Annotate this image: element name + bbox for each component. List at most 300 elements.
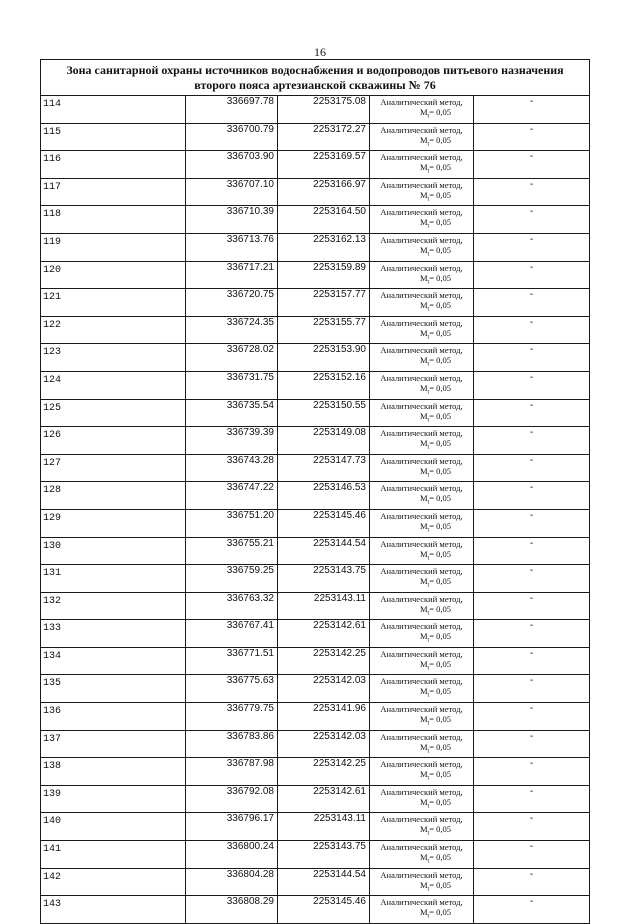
precision-value: = 0,05: [429, 162, 452, 173]
table-row: [41, 868, 590, 896]
method-text: Аналитический метод,: [380, 538, 463, 549]
table-row: [41, 454, 590, 482]
method-text: Аналитический метод,: [380, 483, 463, 494]
coordinate-x: 336743.28: [186, 454, 278, 482]
description-cell: -: [474, 344, 590, 372]
precision-prefix: M: [419, 134, 428, 145]
precision-value: = 0,05: [429, 769, 452, 780]
precision-sub: t: [427, 279, 430, 286]
precision-text: [370, 300, 473, 315]
precision-text: [370, 190, 473, 205]
method-text: Аналитический метод,: [380, 290, 463, 301]
table-row: [41, 537, 590, 565]
method-cell: [370, 785, 474, 813]
precision-sub: t: [427, 775, 430, 782]
coordinate-y: 2253155.77: [278, 316, 370, 344]
table-row: [41, 482, 590, 510]
coordinate-x: 336735.54: [186, 399, 278, 427]
point-number: 120: [41, 261, 186, 289]
precision-prefix: M: [419, 382, 428, 393]
method-cell: [370, 841, 474, 869]
precision-sub: t: [427, 886, 430, 893]
precision-sub: t: [427, 251, 430, 258]
coordinate-x: 336731.75: [186, 371, 278, 399]
precision-prefix: M: [419, 576, 428, 587]
coordinate-y: 2253146.53: [278, 482, 370, 510]
precision-sub: t: [427, 803, 430, 810]
point-number: 115: [41, 123, 186, 151]
method-cell: [370, 151, 474, 179]
page-number: 16: [314, 45, 326, 59]
method-text: Аналитический метод,: [380, 510, 463, 521]
coordinate-x: 336717.21: [186, 261, 278, 289]
precision-sub: t: [427, 665, 430, 672]
precision-sub: t: [427, 417, 430, 424]
precision-text: [370, 466, 473, 481]
coordinate-y: 2253143.11: [278, 813, 370, 841]
point-number: 119: [41, 233, 186, 261]
precision-text: [370, 273, 473, 288]
precision-text: [370, 880, 473, 895]
coordinate-y: 2253149.08: [278, 427, 370, 455]
method-cell: [370, 758, 474, 786]
coordinate-x: 336759.25: [186, 565, 278, 593]
table-row: [41, 730, 590, 758]
precision-sub: t: [427, 858, 430, 865]
point-number: 118: [41, 206, 186, 234]
coordinate-y: 2253143.75: [278, 841, 370, 869]
precision-prefix: M: [419, 189, 428, 200]
coordinate-x: 336697.78: [186, 96, 278, 124]
method-text: Аналитический метод,: [380, 731, 463, 742]
method-text: Аналитический метод,: [380, 704, 463, 715]
method-cell: [370, 868, 474, 896]
precision-sub: t: [427, 720, 430, 727]
coordinate-y: 2253142.03: [278, 675, 370, 703]
precision-prefix: M: [419, 272, 428, 283]
precision-prefix: M: [419, 410, 428, 421]
precision-text: [370, 631, 473, 646]
coordinate-y: 2253145.46: [278, 896, 370, 924]
precision-sub: t: [427, 527, 430, 534]
precision-value: = 0,05: [429, 107, 452, 117]
coordinate-x: 336779.75: [186, 703, 278, 731]
point-number: 139: [41, 785, 186, 813]
point-number: 132: [41, 592, 186, 620]
description-cell: -: [474, 537, 590, 565]
precision-text: [370, 659, 473, 674]
precision-value: = 0,05: [429, 300, 452, 311]
coordinate-y: 2253162.13: [278, 233, 370, 261]
point-number: 114: [41, 96, 186, 124]
table-row: [41, 289, 590, 317]
table-row: [41, 813, 590, 841]
description-cell: -: [474, 371, 590, 399]
method-text: Аналитический метод,: [380, 234, 463, 245]
method-text: Аналитический метод,: [380, 648, 463, 659]
precision-text: [370, 742, 473, 757]
precision-sub: t: [427, 362, 430, 369]
point-number: 127: [41, 454, 186, 482]
description-cell: -: [474, 399, 590, 427]
coordinate-x: 336707.10: [186, 178, 278, 206]
precision-prefix: M: [419, 907, 428, 918]
precision-text: [370, 383, 473, 398]
precision-sub: t: [427, 913, 430, 920]
precision-prefix: M: [419, 217, 428, 228]
method-text: Аналитический метод,: [380, 842, 463, 853]
precision-text: [370, 245, 473, 260]
coordinate-x: 336775.63: [186, 675, 278, 703]
precision-text: [370, 438, 473, 453]
table-row: [41, 178, 590, 206]
method-text: Аналитический метод,: [380, 676, 463, 687]
coordinate-y: 2253150.55: [278, 399, 370, 427]
precision-prefix: M: [419, 686, 428, 697]
description-cell: -: [474, 841, 590, 869]
precision-text: [370, 411, 473, 426]
coordinate-y: 2253142.61: [278, 785, 370, 813]
coordinate-y: 2253175.08: [278, 96, 370, 124]
table-row: [41, 371, 590, 399]
description-cell: -: [474, 233, 590, 261]
description-cell: -: [474, 592, 590, 620]
method-text: Аналитический метод,: [380, 566, 463, 577]
method-cell: [370, 896, 474, 924]
coordinate-y: 2253164.50: [278, 206, 370, 234]
coordinate-y: 2253166.97: [278, 178, 370, 206]
method-cell: [370, 289, 474, 317]
precision-prefix: M: [419, 244, 428, 255]
method-cell: [370, 620, 474, 648]
method-cell: [370, 730, 474, 758]
method-cell: [370, 123, 474, 151]
description-cell: -: [474, 427, 590, 455]
method-cell: [370, 427, 474, 455]
table-row: [41, 399, 590, 427]
table-row: [41, 344, 590, 372]
table-row: [41, 896, 590, 924]
precision-text: [370, 217, 473, 232]
coordinate-x: 336767.41: [186, 620, 278, 648]
method-cell: [370, 316, 474, 344]
precision-value: = 0,05: [429, 603, 452, 614]
coordinate-x: 336804.28: [186, 868, 278, 896]
precision-value: = 0,05: [429, 134, 452, 145]
coordinate-x: 336763.32: [186, 592, 278, 620]
method-text: Аналитический метод,: [380, 372, 463, 383]
method-text: Аналитический метод,: [380, 621, 463, 632]
precision-value: = 0,05: [429, 272, 452, 283]
coordinate-y: 2253141.96: [278, 703, 370, 731]
coordinate-y: 2253142.03: [278, 730, 370, 758]
coordinate-x: 336755.21: [186, 537, 278, 565]
table-row: [41, 427, 590, 455]
table-row: [41, 206, 590, 234]
method-text: Аналитический метод,: [380, 179, 463, 190]
method-text: Аналитический метод,: [380, 869, 463, 880]
coordinate-y: 2253147.73: [278, 454, 370, 482]
description-cell: -: [474, 565, 590, 593]
coordinate-x: 336771.51: [186, 647, 278, 675]
table-row: [41, 592, 590, 620]
precision-prefix: M: [419, 107, 428, 117]
coordinate-y: 2253169.57: [278, 151, 370, 179]
precision-value: = 0,05: [429, 852, 452, 863]
coordinate-x: 336808.29: [186, 896, 278, 924]
coordinate-y: 2253143.75: [278, 565, 370, 593]
point-number: 131: [41, 565, 186, 593]
description-cell: -: [474, 123, 590, 151]
precision-value: = 0,05: [429, 714, 452, 725]
description-cell: -: [474, 316, 590, 344]
method-text: Аналитический метод,: [380, 124, 463, 135]
precision-value: = 0,05: [429, 631, 452, 642]
precision-prefix: M: [419, 300, 428, 311]
description-cell: -: [474, 647, 590, 675]
precision-text: [370, 769, 473, 784]
point-number: 126: [41, 427, 186, 455]
point-number: 130: [41, 537, 186, 565]
precision-text: [370, 686, 473, 701]
method-cell: [370, 399, 474, 427]
method-text: Аналитический метод,: [380, 207, 463, 218]
coordinate-x: 336720.75: [186, 289, 278, 317]
coordinate-x: 336703.90: [186, 151, 278, 179]
coordinate-x: 336710.39: [186, 206, 278, 234]
table-row: [41, 316, 590, 344]
description-cell: -: [474, 813, 590, 841]
coordinate-x: 336713.76: [186, 233, 278, 261]
method-cell: [370, 509, 474, 537]
method-cell: [370, 371, 474, 399]
precision-value: = 0,05: [429, 907, 452, 918]
coordinate-x: 336787.98: [186, 758, 278, 786]
point-number: 128: [41, 482, 186, 510]
description-cell: -: [474, 482, 590, 510]
point-number: 124: [41, 371, 186, 399]
table-row: [41, 675, 590, 703]
method-text: Аналитический метод,: [380, 814, 463, 825]
table-row: [41, 703, 590, 731]
precision-value: = 0,05: [429, 217, 452, 228]
point-number: 142: [41, 868, 186, 896]
precision-value: = 0,05: [429, 355, 452, 366]
point-number: 133: [41, 620, 186, 648]
method-cell: [370, 813, 474, 841]
precision-value: = 0,05: [429, 824, 452, 835]
precision-value: = 0,05: [429, 741, 452, 752]
precision-sub: t: [427, 610, 430, 617]
coordinate-y: 2253142.25: [278, 758, 370, 786]
precision-text: [370, 797, 473, 812]
description-cell: -: [474, 896, 590, 924]
precision-sub: t: [427, 334, 430, 341]
description-cell: -: [474, 758, 590, 786]
precision-sub: t: [427, 637, 430, 644]
precision-prefix: M: [419, 520, 428, 531]
coordinate-x: 336783.86: [186, 730, 278, 758]
precision-prefix: M: [419, 438, 428, 449]
method-cell: [370, 647, 474, 675]
precision-sub: t: [427, 224, 430, 231]
method-text: Аналитический метод,: [380, 317, 463, 328]
point-number: 141: [41, 841, 186, 869]
precision-value: = 0,05: [429, 189, 452, 200]
coordinate-y: 2253157.77: [278, 289, 370, 317]
table-row: [41, 565, 590, 593]
precision-prefix: M: [419, 769, 428, 780]
precision-prefix: M: [419, 852, 428, 863]
precision-prefix: M: [419, 879, 428, 890]
description-cell: -: [474, 620, 590, 648]
precision-prefix: M: [419, 162, 428, 173]
table-title: [41, 60, 590, 96]
description-cell: -: [474, 868, 590, 896]
precision-prefix: M: [419, 796, 428, 807]
precision-prefix: M: [419, 631, 428, 642]
point-number: 135: [41, 675, 186, 703]
description-cell: -: [474, 206, 590, 234]
precision-text: [370, 328, 473, 343]
table-row: [41, 647, 590, 675]
precision-sub: t: [427, 196, 430, 203]
method-cell: [370, 675, 474, 703]
point-number: 121: [41, 289, 186, 317]
precision-sub: t: [427, 582, 430, 589]
precision-text: [370, 135, 473, 150]
point-number: 140: [41, 813, 186, 841]
precision-text: [370, 162, 473, 177]
coordinate-y: 2253145.46: [278, 509, 370, 537]
precision-value: = 0,05: [429, 576, 452, 587]
table-row: [41, 785, 590, 813]
precision-prefix: M: [419, 603, 428, 614]
table-row: [41, 620, 590, 648]
precision-value: = 0,05: [429, 796, 452, 807]
precision-prefix: M: [419, 493, 428, 504]
precision-value: = 0,05: [429, 382, 452, 393]
coordinate-y: 2253142.25: [278, 647, 370, 675]
coordinate-x: 336751.20: [186, 509, 278, 537]
table-row: [41, 509, 590, 537]
method-cell: [370, 592, 474, 620]
description-cell: -: [474, 151, 590, 179]
description-cell: -: [474, 261, 590, 289]
table-body: [41, 96, 590, 924]
coordinates-table: [40, 59, 590, 924]
coordinate-x: 336792.08: [186, 785, 278, 813]
precision-sub: t: [427, 555, 430, 562]
precision-text: [370, 107, 473, 122]
precision-sub: t: [427, 831, 430, 838]
precision-value: = 0,05: [429, 493, 452, 504]
table-row: [41, 841, 590, 869]
coordinate-x: 336728.02: [186, 344, 278, 372]
table-title-line-2: второго пояса артезианской скважины № 76: [194, 77, 436, 92]
point-number: 143: [41, 896, 186, 924]
precision-prefix: M: [419, 548, 428, 559]
method-cell: [370, 96, 474, 124]
description-cell: -: [474, 289, 590, 317]
coordinate-y: 2253159.89: [278, 261, 370, 289]
precision-prefix: M: [419, 465, 428, 476]
method-cell: [370, 233, 474, 261]
precision-value: = 0,05: [429, 520, 452, 531]
precision-prefix: M: [419, 658, 428, 669]
description-cell: -: [474, 509, 590, 537]
precision-value: = 0,05: [429, 548, 452, 559]
coordinate-y: 2253144.54: [278, 537, 370, 565]
coordinate-x: 336739.39: [186, 427, 278, 455]
precision-prefix: M: [419, 327, 428, 338]
precision-sub: t: [427, 113, 430, 120]
coordinate-y: 2253143.11: [278, 592, 370, 620]
precision-prefix: M: [419, 824, 428, 835]
precision-text: [370, 852, 473, 867]
method-cell: [370, 178, 474, 206]
precision-sub: t: [427, 748, 430, 755]
table-row: [41, 96, 590, 124]
point-number: 122: [41, 316, 186, 344]
precision-text: [370, 604, 473, 619]
precision-text: [370, 521, 473, 536]
method-cell: [370, 261, 474, 289]
precision-sub: t: [427, 168, 430, 175]
coordinate-x: 336700.79: [186, 123, 278, 151]
precision-value: = 0,05: [429, 327, 452, 338]
method-text: Аналитический метод,: [380, 428, 463, 439]
point-number: 123: [41, 344, 186, 372]
method-cell: [370, 344, 474, 372]
description-cell: -: [474, 675, 590, 703]
precision-value: = 0,05: [429, 686, 452, 697]
coordinate-x: 336800.24: [186, 841, 278, 869]
description-cell: -: [474, 178, 590, 206]
method-text: Аналитический метод,: [380, 786, 463, 797]
method-text: Аналитический метод,: [380, 97, 463, 107]
precision-text: [370, 714, 473, 729]
method-text: Аналитический метод,: [380, 897, 463, 908]
table-row: [41, 233, 590, 261]
coordinate-x: 336747.22: [186, 482, 278, 510]
point-number: 138: [41, 758, 186, 786]
precision-sub: t: [427, 693, 430, 700]
precision-text: [370, 493, 473, 508]
coordinate-y: 2253153.90: [278, 344, 370, 372]
method-text: Аналитический метод,: [380, 455, 463, 466]
point-number: 134: [41, 647, 186, 675]
precision-value: = 0,05: [429, 438, 452, 449]
description-cell: -: [474, 785, 590, 813]
description-cell: -: [474, 96, 590, 124]
coordinate-y: 2253152.16: [278, 371, 370, 399]
precision-sub: t: [427, 389, 430, 396]
precision-sub: t: [427, 306, 430, 313]
coordinate-y: 2253142.61: [278, 620, 370, 648]
precision-sub: t: [427, 141, 430, 148]
method-text: Аналитический метод,: [380, 262, 463, 273]
precision-sub: t: [427, 444, 430, 451]
precision-text: [370, 576, 473, 591]
precision-sub: t: [427, 500, 430, 506]
method-text: Аналитический метод,: [380, 152, 463, 163]
point-number: 116: [41, 151, 186, 179]
precision-text: [370, 907, 473, 922]
description-cell: -: [474, 454, 590, 482]
point-number: 129: [41, 509, 186, 537]
method-cell: [370, 482, 474, 510]
